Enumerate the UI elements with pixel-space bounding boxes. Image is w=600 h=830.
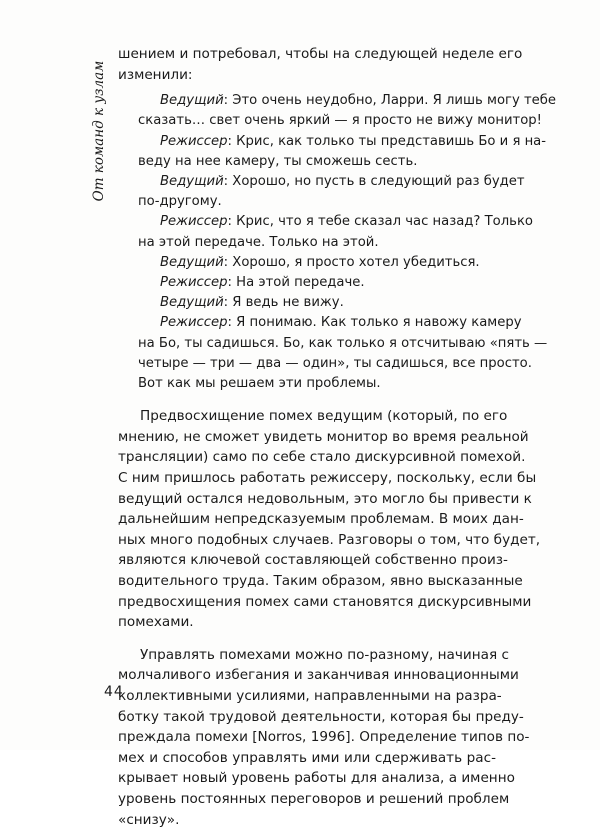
utterance: : Я ведь не вижу. [223, 295, 344, 311]
text-line: коллективными усилиями, направленными на разра- [118, 687, 502, 704]
text-line: уровень постоянных переговоров и решений проблем [118, 790, 510, 807]
text-line: Управлять помехами можно по-разному, начиная с [140, 646, 509, 663]
dialogue-transcript [138, 91, 556, 394]
dialogue-line [138, 91, 556, 111]
text-line: помехами. [118, 614, 194, 631]
dialogue-line [138, 374, 496, 394]
text-line: «снизу». [118, 811, 180, 828]
dialogue-line [138, 334, 548, 354]
utterance: : Крис, как только ты представишь Бо и я на- [227, 133, 547, 149]
text-line: мех и способов управлять ими или сдерживать рас- [118, 749, 496, 766]
page-number: 44 [104, 684, 124, 700]
text-line: ботку такой трудовой деятельности, которая бы преду- [118, 708, 524, 725]
speaker-role: Режиссер [160, 315, 228, 331]
text-line: Предвосхищение помех ведущим (который, по его [140, 408, 508, 425]
text-line: предвосхищения помех сами становятся дискурсивными [118, 593, 532, 610]
running-head [84, 48, 107, 218]
text-line: молчаливого избегания и заканчивая инновационными [118, 667, 519, 684]
dialogue-line [138, 132, 547, 152]
speaker-role: Ведущий [160, 93, 224, 109]
text-line: трансляции) само по себе стало дискурсивной помехой. [118, 449, 526, 466]
dialogue-line [138, 212, 533, 232]
text-line: преждала помехи [Norros, 1996]. Определение типов по- [118, 729, 530, 746]
speaker-role: Ведущий [160, 254, 224, 270]
utterance: на этой передаче. Только на этой. [138, 234, 379, 250]
paragraph-management [118, 645, 530, 830]
text-line: ведущий остался недовольным, это могло бы привести к [118, 490, 532, 507]
utterance: : На этой передаче. [227, 275, 365, 291]
speaker-role: Ведущий [160, 174, 224, 189]
utterance: : Хорошо, но пусть в следующий раз будет [223, 174, 525, 189]
text-line: водительного труда. Таким образом, явно высказанные [118, 572, 523, 589]
text-line: являются ключевой составляющей собственно произ- [118, 552, 508, 569]
text-line: крывает новый уровень работы для анализа, а именно [118, 770, 515, 787]
dialogue-line [138, 111, 542, 131]
utterance: : Я понимаю. Как только я навожу камеру [227, 315, 522, 331]
utterance: : Хорошо, я просто хотел убедиться. [223, 254, 480, 270]
text-line: дальнейшим непредсказуемым проблемам. В моих дан- [118, 511, 524, 528]
utterance: веду на нее камеру, ты сможешь сесть. [138, 153, 418, 169]
dialogue-line [138, 233, 496, 253]
text-line: изменили: [118, 66, 193, 83]
text-block [118, 44, 556, 830]
speaker-role: Режиссер [160, 214, 228, 230]
speaker-role: Режиссер [160, 275, 228, 291]
dialogue-line [138, 172, 525, 192]
dialogue-line [138, 293, 496, 313]
speaker-role: Режиссер [160, 133, 228, 149]
utterance: Вот как мы решаем эти проблемы. [138, 376, 381, 392]
dialogue-line [138, 354, 532, 374]
utterance: : Это очень неудобно, Ларри. Я лишь могу тебе [223, 93, 556, 109]
dialogue-line [138, 253, 496, 273]
text-line: ных много подобных случаев. Разговоры о том, что будет, [118, 531, 541, 548]
utterance: четыре — три — два — один», ты садишься, все просто. [138, 355, 532, 371]
dialogue-line [138, 192, 496, 212]
text-line: шением и потребовал, чтобы на следующей неделе его [118, 46, 523, 62]
dialogue-line [138, 273, 496, 293]
running-head-text: От команд к узлам [91, 60, 107, 202]
text-line: мнению, не сможет увидеть монитор во время реальной [118, 428, 529, 445]
dialogue-line [138, 152, 496, 172]
dialogue-line [138, 313, 522, 333]
utterance: по-другому. [138, 194, 222, 210]
text-line: С ним пришлось работать режиссеру, поскольку, если бы [118, 470, 537, 487]
utterance: на Бо, ты садишься. Бо, как только я отсчитываю «пять — [138, 335, 548, 351]
utterance: сказать… свет очень яркий — я просто не вижу монитор! [138, 113, 542, 129]
utterance: : Крис, что я тебе сказал час назад? Только [227, 214, 533, 230]
intro-paragraph [118, 44, 523, 85]
speaker-role: Ведущий [160, 295, 224, 311]
paragraph-anticipation [118, 406, 541, 633]
